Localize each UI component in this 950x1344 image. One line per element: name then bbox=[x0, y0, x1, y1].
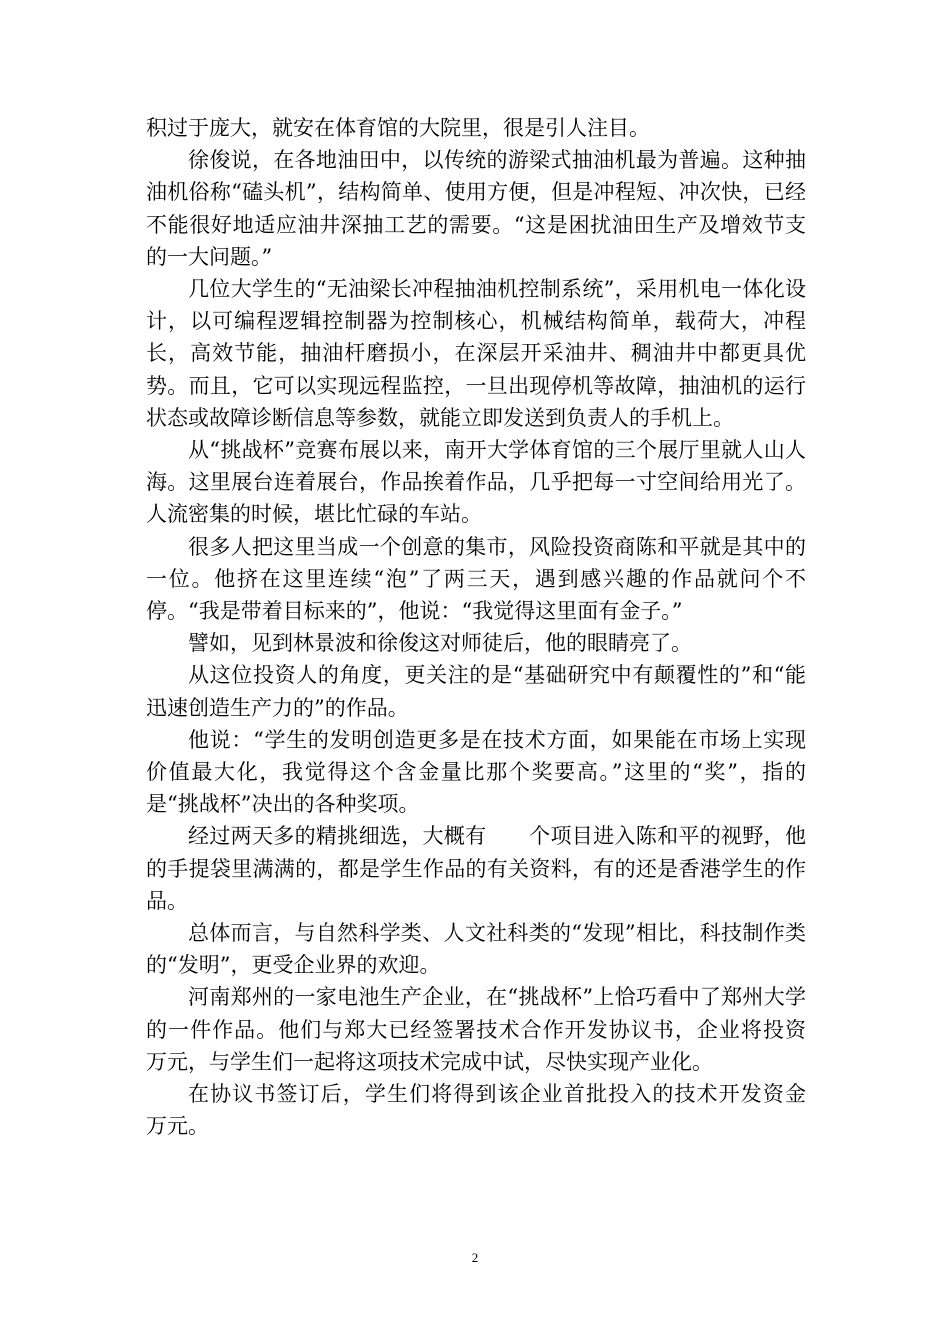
page-number: 2 bbox=[471, 1250, 479, 1265]
paragraph-control-system: 几位大学生的“无油梁长冲程抽油机控制系统”，采用机电一体化设计，以可编程逻辑控制器为控制核心，机械结构简单，载荷大，冲程长，高效节能，抽油杆磨损小，在深层开采油井、稠油井中都更具优势。而且，它可以实现远程监控，一旦出现停机等故障，抽油机的运行状态或故障诊断信息等参数，就能立即发送到负责人的手机上。 bbox=[146, 277, 806, 430]
paragraph-inventions: 总体而言，与自然科学类、人文社科类的“发现”相比，科技制作类的“发明”，更受企业界的欢迎。 bbox=[146, 921, 806, 978]
paragraph-master-apprentice: 譬如，见到林景波和徐俊这对师徒后，他的眼睛亮了。 bbox=[188, 631, 692, 656]
paragraph-continuation: 积过于庞大，就安在体育馆的大院里，很是引人注目。 bbox=[146, 116, 650, 140]
paragraph-pumping-unit: 徐俊说，在各地油田中，以传统的游梁式抽油机最为普遍。这种抽油机俗称“磕头机”，结构简单、使用方便，但是冲程短、冲次快，已经不能很好地适应油井深抽工艺的需要。“这是困扰油田生产及增效节支的一大问题。” bbox=[146, 148, 806, 269]
paragraph-investor-quote: 他说：“学生的发明创造更多是在技术方面，如果能在市场上实现价值最大化，我觉得这个含金量比那个奖要高。”这里的“奖”，指的是“挑战杯”决出的各种奖项。 bbox=[146, 727, 806, 817]
paragraph-battery-company: 河南郑州的一家电池生产企业，在“挑战杯”上恰巧看中了郑州大学的一件作品。他们与郑大已经签署技术合作开发协议书，企业将投资 万元，与学生们一起将这项技术完成中试，尽快实现产业化。 bbox=[146, 985, 869, 1074]
paragraph-selection: 经过两天多的精挑细选，大概有 个项目进入陈和平的视野，他的手提袋里满满的，都是学生作品的有关资料，有的还是香港学生的作品。 bbox=[146, 824, 806, 913]
paragraph-venture-investor: 很多人把这里当成一个创意的集市，风险投资商陈和平就是其中的一位。他挤在这里连续“泡”了两三天，遇到感兴趣的作品就问个不停。“我是带着目标来的”，他说：“我觉得这里面有金子。” bbox=[146, 534, 806, 624]
paragraph-funding: 在协议书签订后，学生们将得到该企业首批投入的技术开发资金 万元。 bbox=[146, 1082, 827, 1139]
body-text bbox=[146, 112, 869, 1143]
paragraph-exhibition-hall: 从“挑战杯”竞赛布展以来，南开大学体育馆的三个展厅里就人山人海。这里展台连着展台，作品挨着作品，几乎把每一寸空间给用光了。人流密集的时候，堪比忙碌的车站。 bbox=[146, 438, 806, 527]
paragraph-investor-focus: 从这位投资人的角度，更关注的是“基础研究中有颠覆性的”和“能迅速创造生产力的”的作品。 bbox=[146, 663, 806, 720]
